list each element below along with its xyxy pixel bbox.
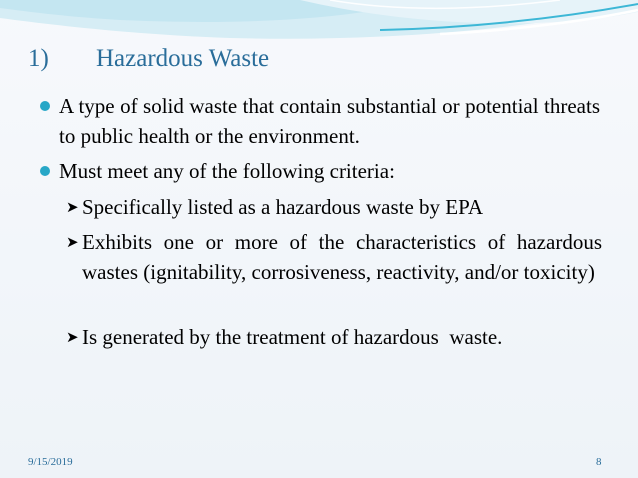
footer-date: 9/15/2019 bbox=[28, 456, 73, 468]
slide-title bbox=[28, 44, 269, 74]
sub-bullet-item bbox=[66, 227, 602, 287]
bullet-text: A type of solid waste that contain substantial or potential threats to public health or the environment. bbox=[59, 94, 600, 148]
sub-bullet-text: Exhibits one or more of the characteristics of hazardous wastes (ignitability, corrosiveness, reactivity, and/or toxicity) bbox=[82, 230, 602, 284]
page-number: 8 bbox=[596, 456, 602, 468]
bullet-item bbox=[40, 91, 600, 151]
sub-bullet-item bbox=[66, 192, 602, 222]
bullet-dot-icon bbox=[40, 166, 50, 176]
arrow-bullet-icon: ➤ bbox=[66, 233, 79, 251]
sub-bullet-text: Is generated by the treatment of hazardous waste. bbox=[82, 325, 503, 349]
arrow-bullet-icon: ➤ bbox=[66, 198, 79, 216]
title-number: 1) bbox=[28, 45, 49, 72]
bullet-dot-icon bbox=[40, 101, 50, 111]
bullet-text: Must meet any of the following criteria: bbox=[59, 159, 395, 183]
title-text: Hazardous Waste bbox=[96, 45, 270, 72]
arrow-bullet-icon: ➤ bbox=[66, 328, 79, 346]
sub-bullet-text: Specifically listed as a hazardous waste by EPA bbox=[82, 195, 484, 219]
bullet-item bbox=[40, 156, 600, 186]
sub-bullet-item bbox=[66, 322, 602, 352]
